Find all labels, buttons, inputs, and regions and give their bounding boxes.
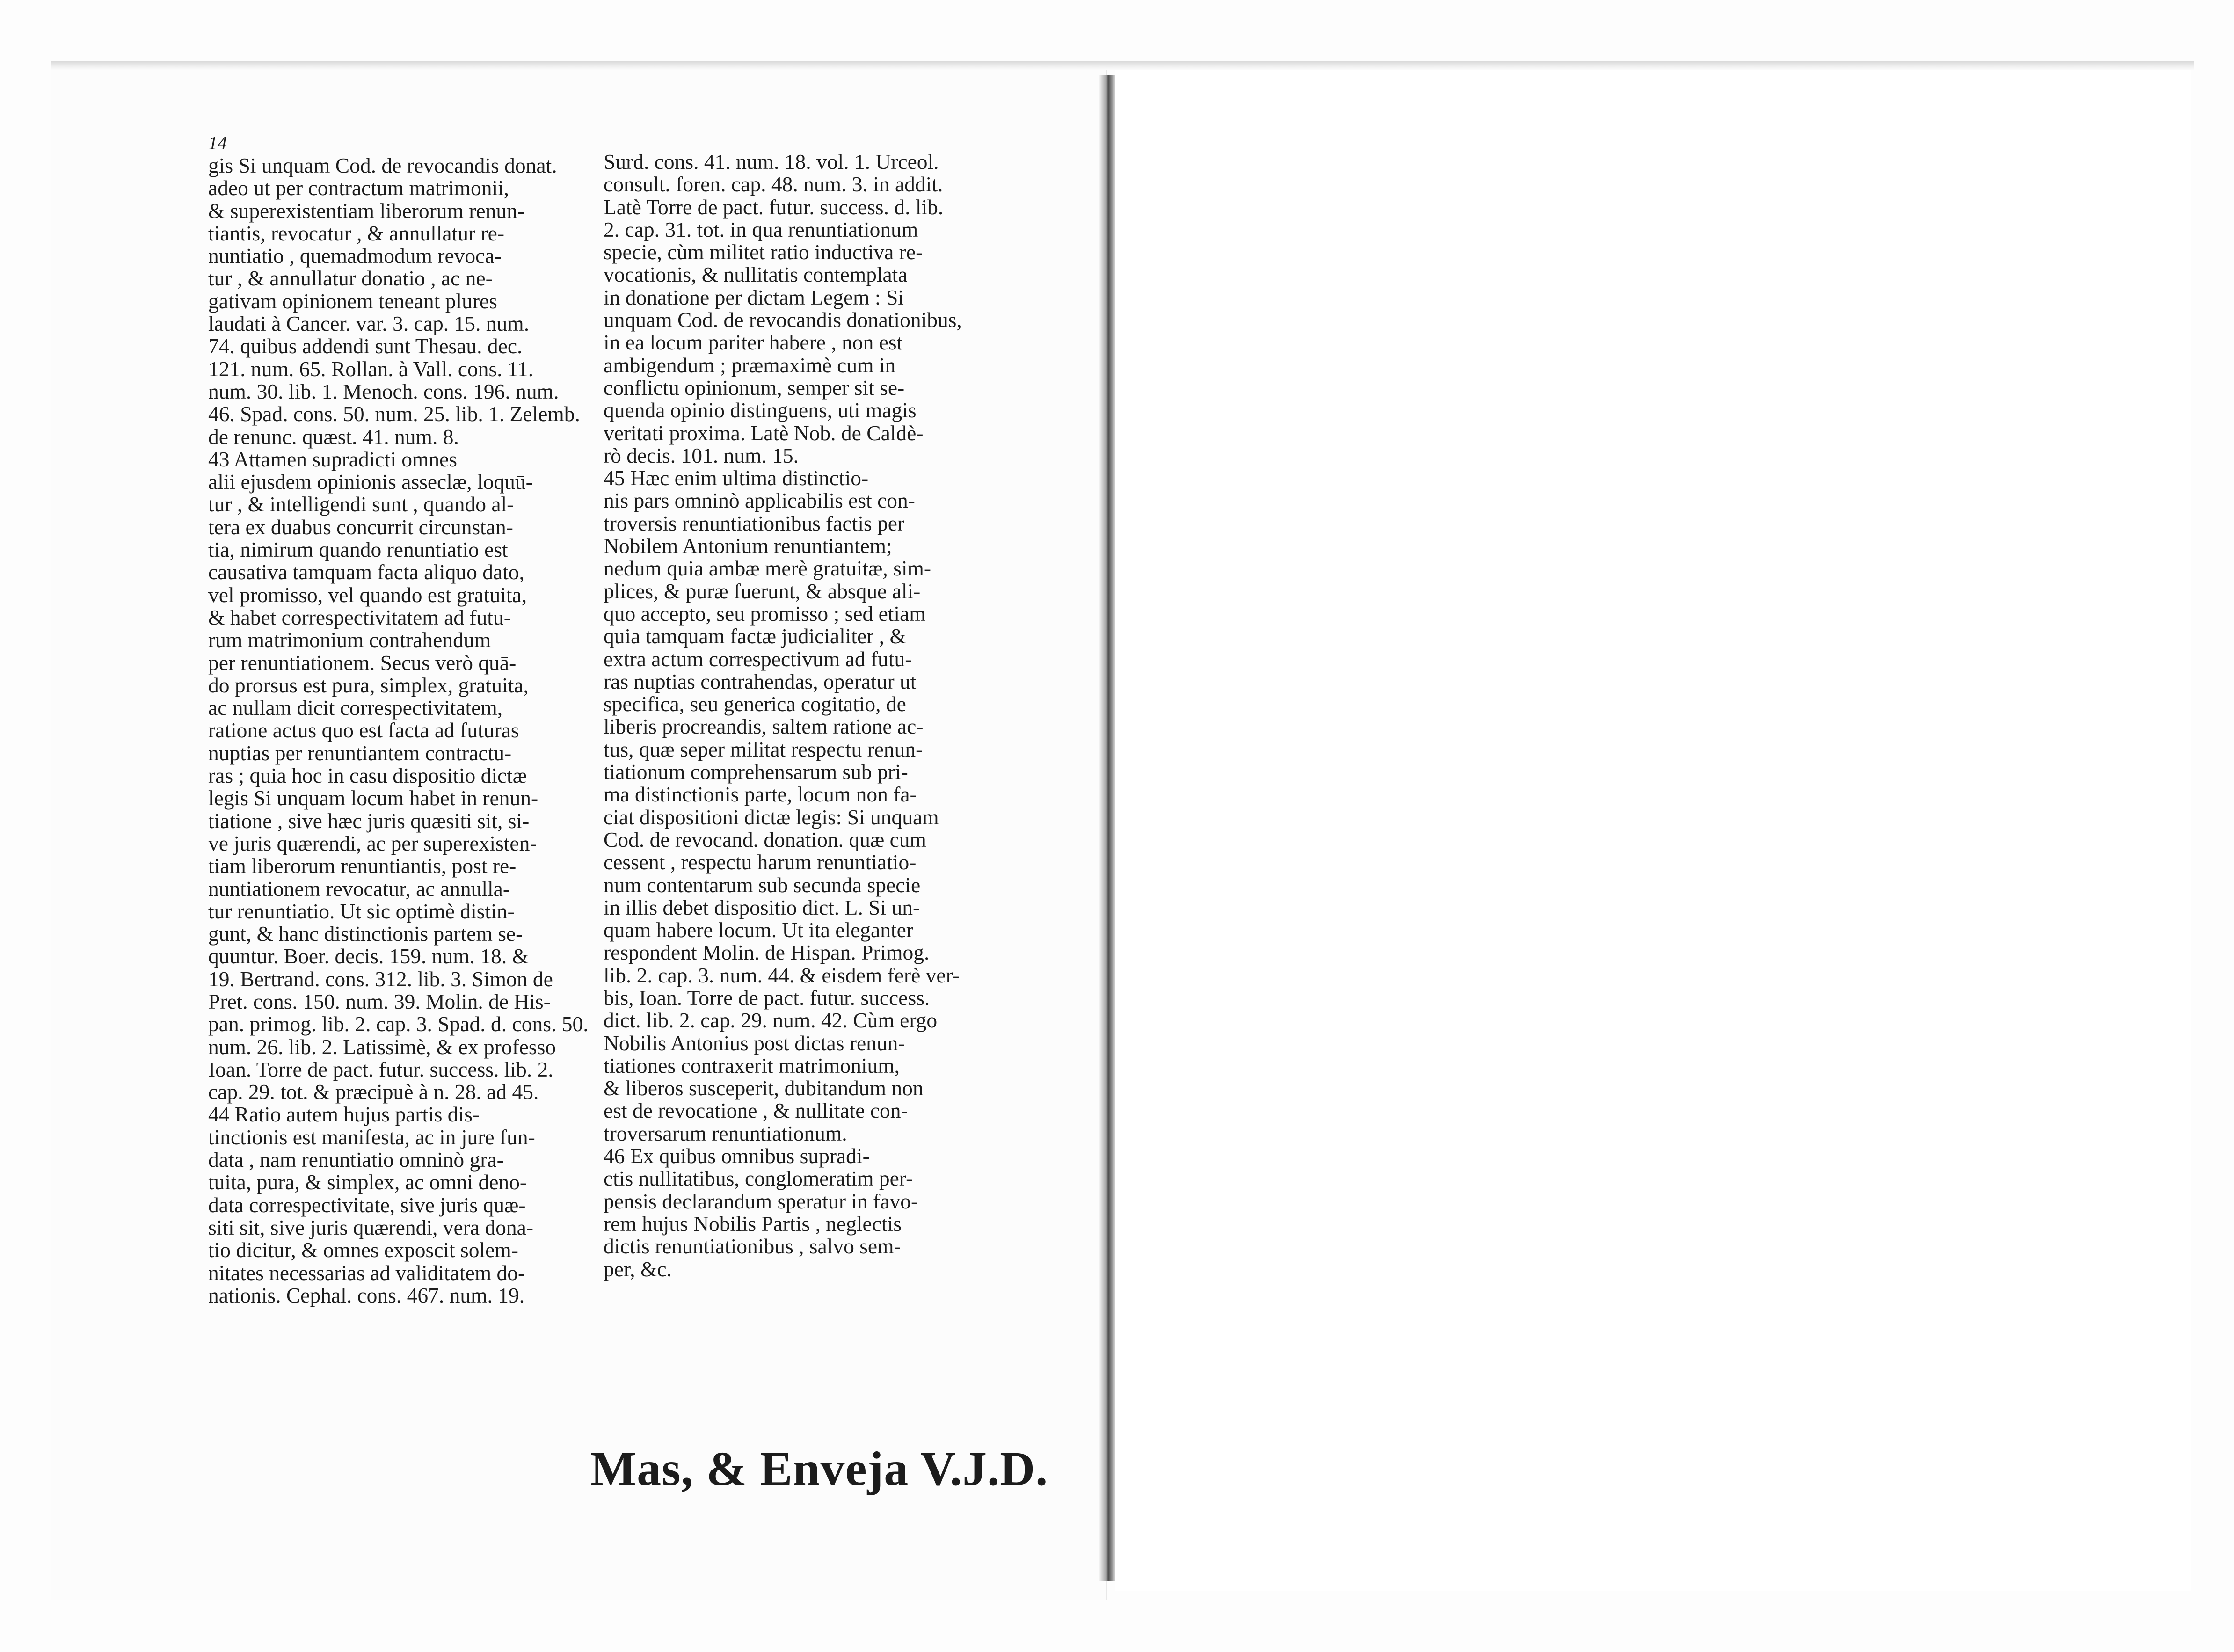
text-line: data correspectivitate, sive juris quæ- <box>208 1193 526 1217</box>
text-line: tera ex duabus concurrit circunstan- <box>208 515 513 539</box>
right-text-column <box>604 151 978 1281</box>
text-line: cessent , respectu harum renuntiatio- <box>604 850 917 874</box>
text-line: 44 Ratio autem hujus partis dis- <box>208 1102 480 1127</box>
text-line: consult. foren. cap. 48. num. 3. in addit. <box>604 172 943 196</box>
text-line: quia tamquam factæ judicialiter , & <box>604 624 906 648</box>
text-line: gativam opinionem teneant plures <box>208 289 497 313</box>
text-line: cap. 29. tot. & præcipuè à n. 28. ad 45. <box>208 1080 539 1104</box>
text-line: ma distinctionis parte, locum non fa- <box>604 782 917 807</box>
text-line: siti sit, sive juris quærendi, vera dona- <box>208 1215 534 1239</box>
text-line: tuita, pura, & simplex, ac omni deno- <box>208 1170 527 1194</box>
book-spine-shadow <box>1099 75 1115 1581</box>
page-number: 14 <box>208 132 227 153</box>
text-line: ctis nullitatibus, conglomeratim per- <box>604 1166 913 1191</box>
text-line: tia, nimirum quando renuntiatio est <box>208 538 508 562</box>
text-line: ve juris quærendi, ac per superexisten- <box>208 831 537 855</box>
text-line: tus, quæ seper militat respectu renun- <box>604 737 923 761</box>
text-line: do prorsus est pura, simplex, gratuita, <box>208 673 529 697</box>
text-line: ratione actus quo est facta ad futuras <box>208 718 519 742</box>
text-line: & habet correspectivitatem ad futu- <box>208 605 511 629</box>
text-line: nitates necessarias ad validitatem do- <box>208 1260 525 1285</box>
text-line: troversarum renuntiationum. <box>604 1121 847 1145</box>
text-line: legis Si unquam locum habet in renun- <box>208 786 538 810</box>
text-line: vel promisso, vel quando est gratuita, <box>208 582 527 607</box>
text-line: veritati proxima. Latè Nob. de Caldè- <box>604 421 924 445</box>
text-line: Pret. cons. 150. num. 39. Molin. de His- <box>208 989 551 1013</box>
text-line: 45 Hæc enim ultima distinctio- <box>604 466 869 490</box>
text-line: est de revocatione , & nullitate con- <box>604 1099 908 1123</box>
text-line: num. 26. lib. 2. Latissimè, & ex professo <box>208 1034 556 1059</box>
text-line: 2. cap. 31. tot. in qua renuntiationum <box>604 217 918 241</box>
text-line: pensis declarandum speratur in favo- <box>604 1189 918 1213</box>
text-line: specie, cùm militet ratio inductiva re- <box>604 240 923 264</box>
text-line: pan. primog. lib. 2. cap. 3. Spad. d. cons. 50. <box>208 1012 589 1036</box>
text-line: tur renuntiatio. Ut sic optimè distin- <box>208 899 515 923</box>
text-line: ras nuptias contrahendas, operatur ut <box>604 669 917 693</box>
text-line: ras ; quia hoc in casu dispositio dictæ <box>208 764 527 788</box>
text-line: 121. num. 65. Rollan. à Vall. cons. 11. <box>208 357 534 381</box>
text-line: tiam liberorum renuntiantis, post re- <box>208 854 517 878</box>
text-line: tiantis, revocatur , & annullatur re- <box>208 221 504 245</box>
text-line: Surd. cons. 41. num. 18. vol. 1. Urceol. <box>604 151 939 174</box>
paper-top-edge <box>51 61 2194 71</box>
text-line: tinctionis est manifesta, ac in jure fun- <box>208 1125 535 1149</box>
text-line: ac nullam dicit correspectivitatem, <box>208 696 503 720</box>
text-line: extra actum correspectivum ad futu- <box>604 647 912 671</box>
text-line: liberis procreandis, saltem ratione ac- <box>604 714 924 739</box>
text-line: nis pars omninò applicabilis est con- <box>604 488 915 513</box>
text-line: 74. quibus addendi sunt Thesau. dec. <box>208 334 523 358</box>
text-line: conflictu opinionum, semper sit se- <box>604 375 905 400</box>
text-line: rem hujus Nobilis Partis , neglectis <box>604 1211 902 1236</box>
text-line: num contentarum sub secunda specie <box>604 873 921 897</box>
left-text-column <box>208 154 589 1307</box>
text-line: rò decis. 101. num. 15. <box>604 443 799 467</box>
text-line: tur , & annullatur donatio , ac ne- <box>208 266 493 291</box>
text-line: de renunc. quæst. 41. num. 8. <box>208 424 459 449</box>
text-line: rum matrimonium contrahendum <box>208 628 491 652</box>
text-line: bis, Ioan. Torre de pact. futur. success. <box>604 985 930 1010</box>
text-line: Nobilis Antonius post dictas renun- <box>604 1031 905 1055</box>
text-line: in ea locum pariter habere , non est <box>604 330 903 355</box>
text-line: laudati à Cancer. var. 3. cap. 15. num. <box>208 312 530 336</box>
text-line: Latè Torre de pact. futur. success. d. lib. <box>604 195 944 219</box>
text-line: tiationum comprehensarum sub pri- <box>604 760 908 784</box>
text-line: in donatione per dictam Legem : Si <box>604 285 904 309</box>
text-line: quam habere locum. Ut ita eleganter <box>604 918 913 942</box>
text-line: ciat dispositioni dictæ legis: Si unquam <box>604 805 939 829</box>
text-line: vocationis, & nullitatis contemplata <box>604 262 908 287</box>
text-line: nuntiatio , quemadmodum revoca- <box>208 244 502 268</box>
text-line: quenda opinio distinguens, uti magis <box>604 398 917 422</box>
text-line: respondent Molin. de Hispan. Primog. <box>604 940 930 965</box>
text-line: nuptias per renuntiantem contractu- <box>208 741 512 765</box>
text-line: tiatione , sive hæc juris quæsiti sit, si- <box>208 808 530 833</box>
text-line: ambigendum ; præmaximè cum in <box>604 353 896 377</box>
text-line: quo accepto, seu promisso ; sed etiam <box>604 601 926 626</box>
text-line: dict. lib. 2. cap. 29. num. 42. Cùm ergo <box>604 1008 938 1033</box>
text-line: causativa tamquam facta aliquo dato, <box>208 560 524 584</box>
text-line: dictis renuntiationibus , salvo sem- <box>604 1234 901 1259</box>
text-line: tiationes contraxerit matrimonium, <box>604 1053 900 1077</box>
text-line: alii ejusdem opinionis asseclæ, loquū- <box>208 470 533 494</box>
text-line: quuntur. Boer. decis. 159. num. 18. & <box>208 944 529 968</box>
text-line: 19. Bertrand. cons. 312. lib. 3. Simon de <box>208 967 553 991</box>
text-line: per renuntiationem. Secus verò quā- <box>208 650 517 675</box>
text-line: unquam Cod. de revocandis donationibus, <box>604 308 962 332</box>
text-line: tio dicitur, & omnes exposcit solem- <box>208 1238 518 1262</box>
text-line: & liberos susceperit, dubitandum non <box>604 1076 924 1100</box>
text-line: nuntiationem revocatur, ac annulla- <box>208 876 510 901</box>
right-page-blank <box>1115 70 2191 1591</box>
text-line: in illis debet dispositio dict. L. Si un- <box>604 895 920 919</box>
text-line: Nobilem Antonium renuntiantem; <box>604 534 892 558</box>
text-line: plices, & puræ fuerunt, & absque ali- <box>604 579 921 603</box>
text-line: nationis. Cephal. cons. 467. num. 19. <box>208 1283 525 1307</box>
text-line: 43 Attamen supradicti omnes <box>208 447 458 471</box>
text-line: 46. Spad. cons. 50. num. 25. lib. 1. Zelemb. <box>208 402 580 426</box>
text-line: troversis renuntiationibus factis per <box>604 511 905 535</box>
text-line: Cod. de revocand. donation. quæ cum <box>604 827 926 851</box>
signature-line: Mas, & Enveja V.J.D. <box>590 1442 1048 1496</box>
text-line: Ioan. Torre de pact. futur. success. lib. 2. <box>208 1057 553 1081</box>
text-line: data , nam renuntiatio omninò gra- <box>208 1148 504 1172</box>
text-line: lib. 2. cap. 3. num. 44. & eisdem ferè ver- <box>604 963 960 987</box>
text-line: 46 Ex quibus omnibus supradi- <box>604 1144 870 1168</box>
text-line: adeo ut per contractum matrimonii, <box>208 176 509 200</box>
text-line: tur , & intelligendi sunt , quando al- <box>208 492 514 517</box>
text-line: gunt, & hanc distinctionis partem se- <box>208 922 523 946</box>
text-line: nedum quia ambæ merè gratuitæ, sim- <box>604 556 931 581</box>
text-line: specifica, seu generica cogitatio, de <box>604 692 906 716</box>
text-line: num. 30. lib. 1. Menoch. cons. 196. num. <box>208 379 559 403</box>
text-line: per, &c. <box>604 1257 672 1281</box>
text-line: & superexistentiam liberorum renun- <box>208 198 524 223</box>
text-line: gis Si unquam Cod. de revocandis donat. <box>208 154 557 177</box>
